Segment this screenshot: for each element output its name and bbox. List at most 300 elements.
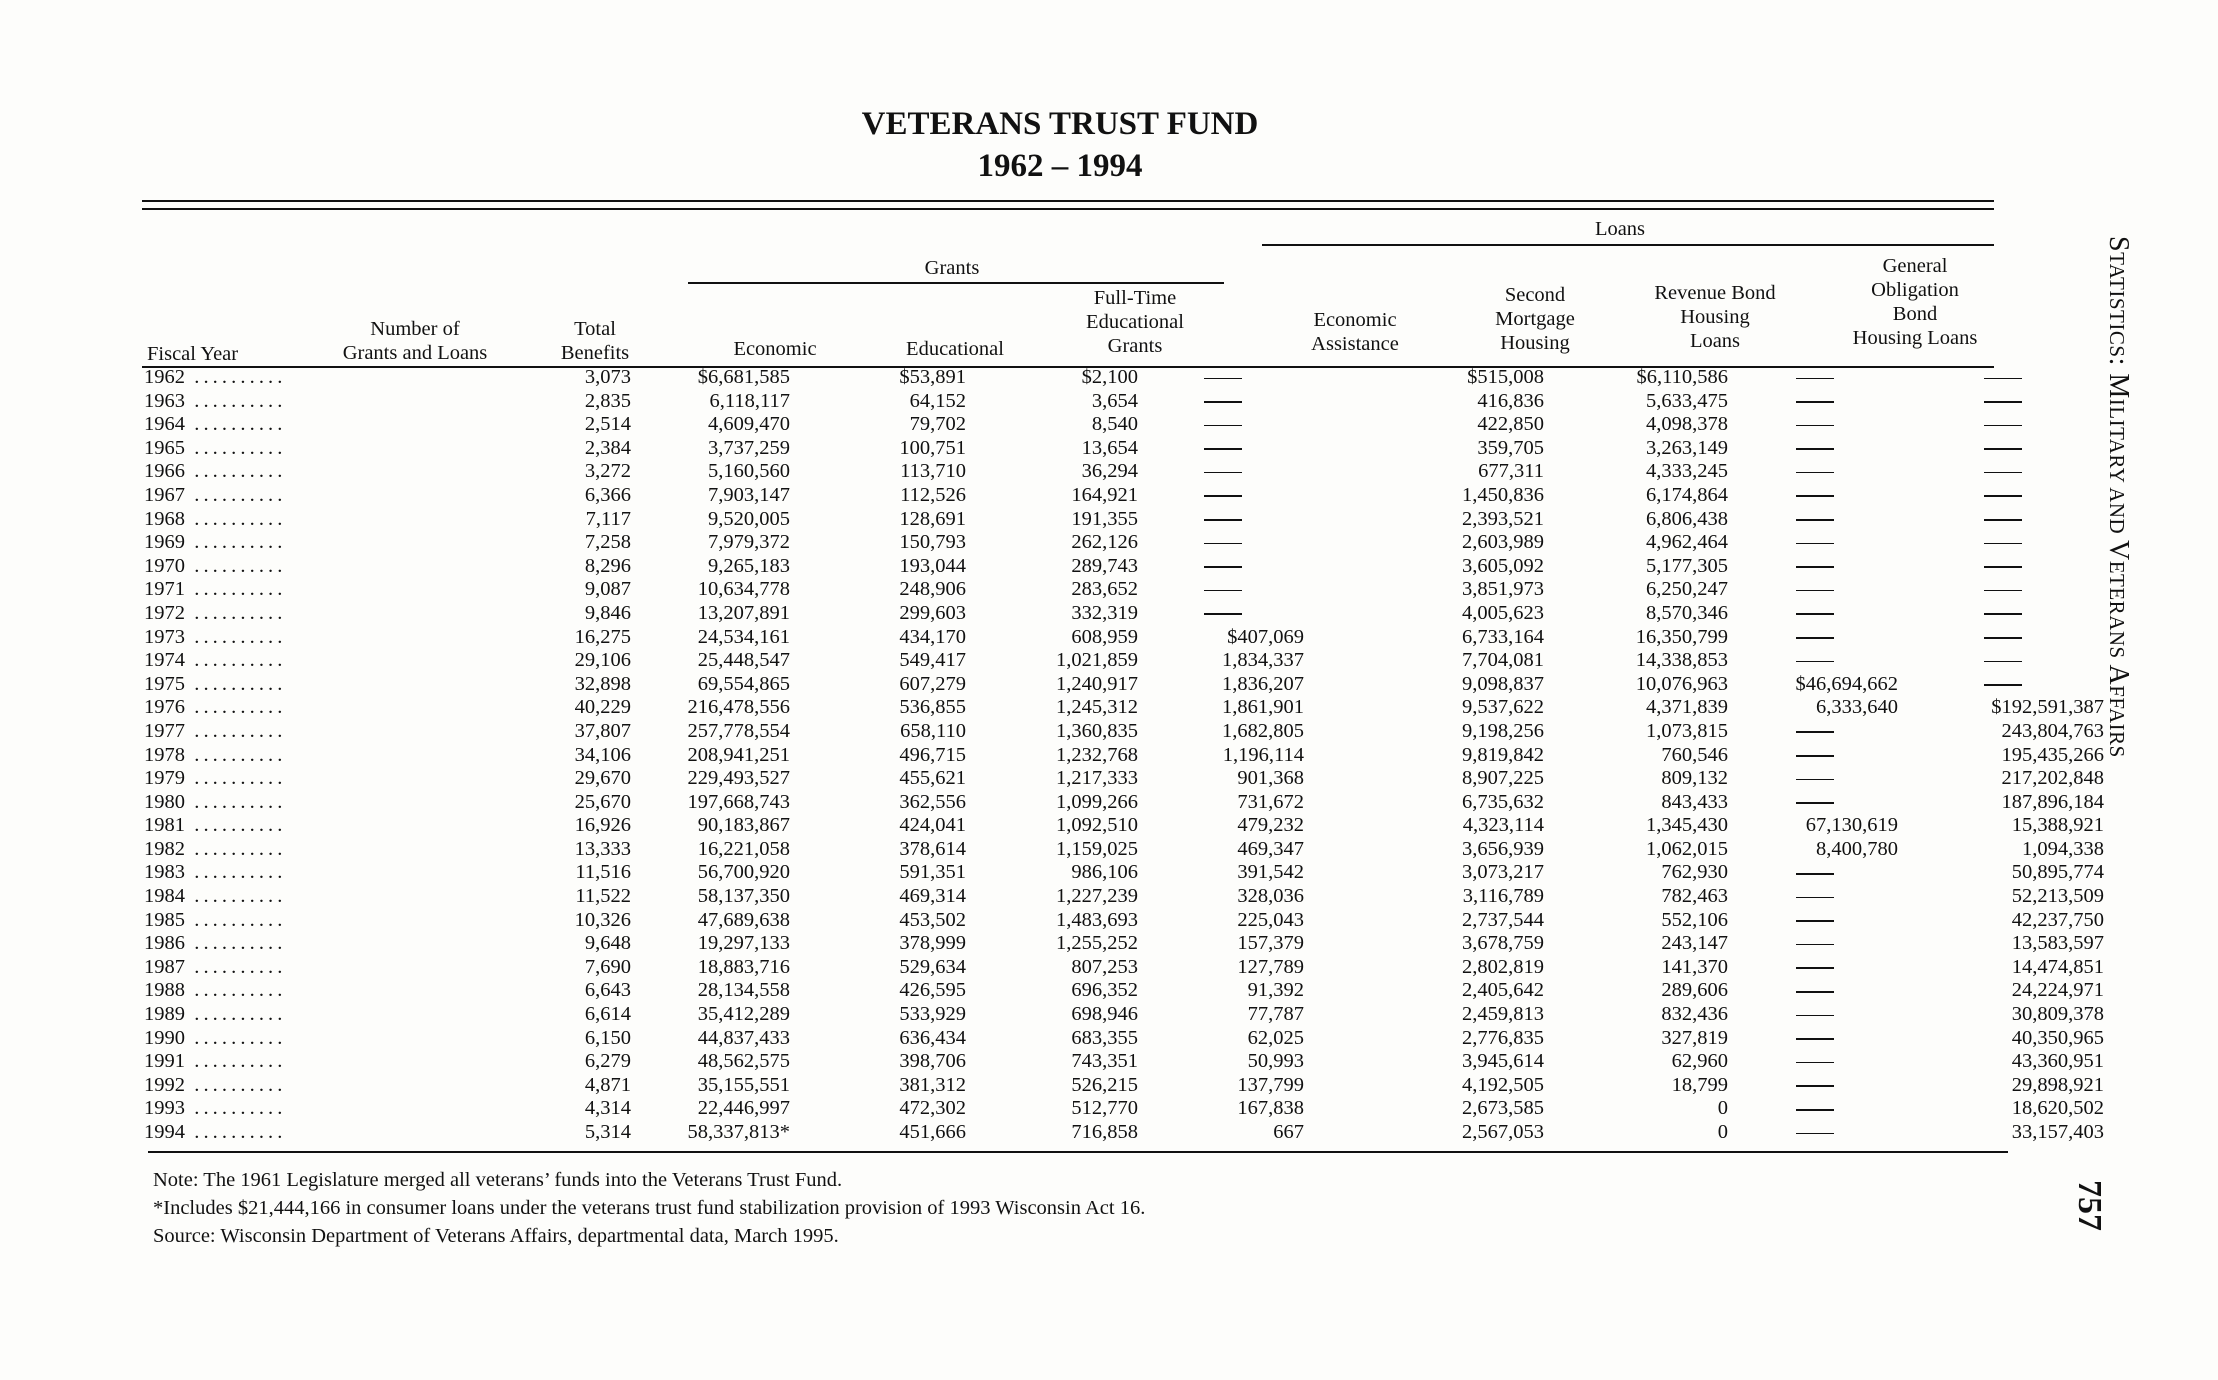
table-row: [144, 649, 2108, 673]
edu-cell: 1,092,510: [1056, 814, 1138, 837]
rbh-cell: [1732, 649, 1902, 673]
fte-cell: [1142, 366, 1316, 390]
table-row: [144, 437, 2108, 461]
rbh-cell: [1732, 602, 1902, 626]
smh-cell: 4,333,245: [1646, 460, 1728, 483]
econ-cell: 128,691: [899, 507, 966, 530]
dash-mark: [1204, 543, 1242, 545]
rbh-cell: [1732, 1050, 1902, 1074]
fiscal-year-cell: 1979 . . . . . . . . . .: [144, 767, 283, 790]
table-row: [144, 555, 2108, 579]
data-table: [144, 366, 2108, 1145]
gob-cell: 42,237,750: [2011, 908, 2104, 931]
header-fulltime-line1: Full-Time: [1093, 287, 1177, 309]
table-row: [144, 366, 2108, 390]
page-title: VETERANS TRUST FUND: [861, 106, 1259, 142]
edu-cell: 698,946: [1071, 1003, 1138, 1026]
num-cell: 8,296: [584, 554, 631, 577]
rbh-cell: 67,130,619: [1805, 814, 1898, 837]
rh-s3: : M: [2103, 357, 2134, 399]
econ-cell: 496,715: [899, 743, 966, 766]
dash-mark: [1796, 425, 1834, 427]
total-cell: 16,221,058: [697, 837, 790, 860]
fiscal-year: 1994: [144, 1121, 185, 1143]
table-row: [144, 1027, 2108, 1051]
header-fulltime: [1070, 286, 1200, 358]
fiscal-year-cell: 1992 . . . . . . . . . .: [144, 1073, 283, 1096]
gob-cell: 50,895,774: [2011, 861, 2104, 884]
fiscal-year: 1977: [144, 719, 185, 742]
ea-cell: 9,537,622: [1462, 696, 1544, 719]
num-cell: 11,522: [575, 885, 631, 908]
num-cell: 29,106: [574, 649, 631, 672]
header-econ-assist-line1: Economic: [1313, 309, 1397, 331]
fiscal-year-cell: 1968 . . . . . . . . . .: [144, 507, 283, 530]
ea-cell: 416,836: [1477, 389, 1544, 412]
econ-cell: 424,041: [899, 814, 966, 837]
total-cell: 4,609,470: [708, 413, 790, 436]
num-cell: 2,514: [584, 413, 631, 436]
gob-cell: [1902, 578, 2108, 602]
ea-cell: 2,802,819: [1462, 955, 1544, 978]
edu-cell: 1,021,859: [1056, 649, 1138, 672]
ea-cell: 1,450,836: [1462, 483, 1544, 506]
fiscal-year: 1984: [144, 885, 185, 908]
note-text: Note: The 1961 Legislature merged all veterans’ funds into the Veterans Trust Fund.: [153, 1169, 843, 1191]
table-row: [144, 814, 2108, 838]
total-cell: 56,700,920: [697, 861, 790, 884]
smh-cell: 141,370: [1661, 955, 1728, 978]
ea-cell: 6,733,164: [1462, 625, 1544, 648]
gob-cell: [1902, 626, 2108, 650]
loans-group-header: Loans: [1594, 218, 1646, 240]
fte-cell: 137,799: [1237, 1073, 1304, 1096]
header-smh-line2: Mortgage: [1495, 308, 1575, 330]
dash-mark: [1796, 566, 1834, 568]
table-row: [144, 508, 2108, 532]
gob-cell: 29,898,921: [2011, 1073, 2104, 1096]
num-cell: 9,846: [584, 601, 631, 624]
header-gob-line3: Bond: [1892, 303, 1938, 325]
table-row: [144, 791, 2108, 815]
rbh-cell: [1732, 1097, 1902, 1121]
header-total: [530, 317, 660, 365]
ea-cell: 2,567,053: [1462, 1121, 1544, 1143]
fte-cell: 1,834,337: [1222, 649, 1304, 672]
num-cell: 25,670: [574, 790, 631, 813]
edu-cell: 1,245,312: [1056, 696, 1138, 719]
dash-mark: [1796, 519, 1834, 521]
dash-mark: [1204, 425, 1242, 427]
table-row: [144, 673, 2108, 697]
header-fulltime-line2: Educational: [1086, 311, 1184, 333]
num-cell: 6,279: [584, 1050, 631, 1073]
rbh-cell: [1732, 437, 1902, 461]
edu-cell: $2,100: [1081, 366, 1138, 388]
smh-cell: 1,073,815: [1646, 719, 1728, 742]
total-cell: 5,160,560: [708, 460, 790, 483]
dash-mark: [1984, 401, 2022, 403]
total-cell: 22,446,997: [697, 1097, 790, 1120]
dash-mark: [1204, 495, 1242, 497]
ea-cell: 4,192,505: [1462, 1073, 1544, 1096]
gob-cell: [1902, 602, 2108, 626]
smh-cell: 0: [1717, 1121, 1728, 1143]
dash-mark: [1984, 472, 2022, 474]
econ-cell: 636,434: [899, 1026, 966, 1049]
gob-cell: [1902, 484, 2108, 508]
header-number-line1: Number of: [370, 318, 460, 340]
dash-mark: [1796, 920, 1834, 922]
dash-mark: [1204, 378, 1242, 380]
edu-cell: 1,232,768: [1056, 743, 1138, 766]
total-cell: 257,778,554: [687, 719, 790, 742]
smh-cell: 14,338,853: [1635, 649, 1728, 672]
rbh-cell: [1732, 791, 1902, 815]
rbh-cell: [1732, 861, 1902, 885]
econ-cell: 453,502: [899, 908, 966, 931]
gob-cell: [1902, 555, 2108, 579]
table-row: [144, 531, 2108, 555]
dash-mark: [1796, 731, 1834, 733]
grants-group-header: Grants: [924, 257, 980, 279]
header-educational: Educational: [906, 338, 1004, 360]
total-cell: 7,979,372: [708, 531, 790, 554]
dash-mark: [1796, 897, 1834, 899]
fiscal-year: 1967: [144, 483, 185, 506]
table-row: [144, 861, 2108, 885]
econ-cell: 378,614: [899, 837, 966, 860]
dash-mark: [1796, 944, 1834, 946]
gob-cell: [1902, 413, 2108, 437]
gob-cell: 33,157,403: [2011, 1121, 2104, 1143]
rbh-cell: [1732, 366, 1902, 390]
fiscal-year-cell: 1975 . . . . . . . . . .: [144, 672, 283, 695]
rh-s5: V: [2103, 539, 2134, 561]
dash-mark: [1796, 1015, 1834, 1017]
fiscal-year: 1990: [144, 1026, 185, 1049]
num-cell: 6,643: [584, 979, 631, 1002]
edu-cell: 1,217,333: [1056, 767, 1138, 790]
gob-cell: [1902, 673, 2108, 697]
fiscal-year: 1989: [144, 1003, 185, 1026]
fiscal-year-cell: 1991 . . . . . . . . . .: [144, 1050, 283, 1073]
fiscal-year: 1985: [144, 908, 185, 931]
gob-cell: 40,350,965: [2011, 1026, 2104, 1049]
smh-cell: 832,436: [1661, 1003, 1728, 1026]
gob-cell: [1902, 366, 2108, 390]
smh-cell: 5,633,475: [1646, 389, 1728, 412]
header-rbh-line2: Housing: [1680, 306, 1750, 328]
dash-mark: [1984, 661, 2022, 663]
ea-cell: 3,678,759: [1462, 932, 1544, 955]
dash-mark: [1796, 378, 1834, 380]
smh-cell: 243,147: [1661, 932, 1728, 955]
edu-cell: 608,959: [1071, 625, 1138, 648]
fte-cell: 1,682,805: [1222, 719, 1304, 742]
fiscal-year-cell: 1985 . . . . . . . . . .: [144, 908, 283, 931]
fiscal-year: 1987: [144, 955, 185, 978]
econ-cell: 64,152: [909, 389, 966, 412]
dash-mark: [1984, 519, 2022, 521]
table-row: [144, 932, 2108, 956]
total-cell: 18,883,716: [697, 955, 790, 978]
num-cell: 10,326: [574, 908, 631, 931]
fiscal-year-cell: 1973 . . . . . . . . . .: [144, 625, 283, 648]
edu-cell: 1,227,239: [1056, 885, 1138, 908]
econ-cell: 248,906: [899, 578, 966, 601]
ea-cell: 2,673,585: [1462, 1097, 1544, 1120]
econ-cell: 533,929: [899, 1003, 966, 1026]
fiscal-year-cell: 1990 . . . . . . . . . .: [144, 1026, 283, 1049]
smh-cell: 3,263,149: [1646, 436, 1728, 459]
ea-cell: 2,405,642: [1462, 979, 1544, 1002]
gob-cell: [1902, 649, 2108, 673]
rbh-cell: [1732, 390, 1902, 414]
table-row: [144, 390, 2108, 414]
ea-cell: 7,704,081: [1462, 649, 1544, 672]
econ-cell: 378,999: [899, 932, 966, 955]
econ-cell: 455,621: [899, 767, 966, 790]
rbh-cell: [1732, 555, 1902, 579]
smh-cell: 4,371,839: [1646, 696, 1728, 719]
smh-cell: 4,098,378: [1646, 413, 1728, 436]
total-cell: 69,554,865: [697, 672, 790, 695]
gob-cell: 195,435,266: [2001, 743, 2104, 766]
header-gob-line1: General: [1882, 255, 1948, 277]
fiscal-year-cell: 1986 . . . . . . . . . .: [144, 932, 283, 955]
rbh-cell: [1732, 744, 1902, 768]
total-cell: 19,297,133: [697, 932, 790, 955]
fte-cell: 91,392: [1247, 979, 1304, 1002]
rbh-cell: [1732, 1074, 1902, 1098]
table-row: [144, 1003, 2108, 1027]
total-cell: 197,668,743: [687, 790, 790, 813]
dash-mark: [1796, 543, 1834, 545]
rbh-cell: $46,694,662: [1795, 672, 1898, 695]
dash-mark: [1984, 378, 2022, 380]
dash-mark: [1984, 566, 2022, 568]
fte-cell: 1,836,207: [1222, 672, 1304, 695]
fte-cell: [1142, 413, 1316, 437]
fiscal-year-cell: 1988 . . . . . . . . . .: [144, 979, 283, 1002]
total-cell: 3,737,259: [708, 436, 790, 459]
ea-cell: 9,098,837: [1462, 672, 1544, 695]
table-row: [144, 885, 2108, 909]
fte-cell: 127,789: [1237, 955, 1304, 978]
econ-cell: 299,603: [899, 601, 966, 624]
dash-mark: [1984, 495, 2022, 497]
smh-cell: 6,806,438: [1646, 507, 1728, 530]
total-cell: 9,265,183: [708, 554, 790, 577]
table-row: [144, 696, 2108, 720]
table-row: [144, 484, 2108, 508]
table-row: [144, 744, 2108, 768]
econ-cell: 193,044: [899, 554, 966, 577]
fte-cell: [1142, 460, 1316, 484]
table-row: [144, 602, 2108, 626]
rbh-cell: 8,400,780: [1816, 837, 1898, 860]
num-cell: 16,275: [574, 625, 631, 648]
ea-cell: 8,907,225: [1462, 767, 1544, 790]
smh-cell: $6,110,586: [1636, 366, 1728, 388]
edu-cell: 1,240,917: [1056, 672, 1138, 695]
num-cell: 34,106: [574, 743, 631, 766]
fiscal-year-cell: 1982 . . . . . . . . . .: [144, 837, 283, 860]
ea-cell: 2,737,544: [1462, 908, 1544, 931]
smh-cell: 762,930: [1661, 861, 1728, 884]
rh-s7: A: [2103, 664, 2134, 686]
smh-cell: 5,177,305: [1646, 554, 1728, 577]
table-row: [144, 1074, 2108, 1098]
rbh-cell: 6,333,640: [1816, 696, 1898, 719]
fte-cell: [1142, 531, 1316, 555]
fiscal-year-cell: 1981 . . . . . . . . . .: [144, 814, 283, 837]
dash-mark: [1984, 590, 2022, 592]
total-cell: $6,681,585: [697, 366, 790, 388]
smh-cell: 843,433: [1661, 790, 1728, 813]
fiscal-year: 1973: [144, 625, 185, 648]
total-cell: 47,689,638: [697, 908, 790, 931]
fte-cell: 167,838: [1237, 1097, 1304, 1120]
econ-cell: 398,706: [899, 1050, 966, 1073]
gob-cell: 24,224,971: [2011, 979, 2104, 1002]
fte-cell: [1142, 390, 1316, 414]
rh-s6: ETERANS: [2105, 560, 2129, 665]
fte-cell: 157,379: [1237, 932, 1304, 955]
dash-mark: [1796, 1085, 1834, 1087]
top-rule-2: [142, 208, 1994, 210]
num-cell: 32,898: [574, 672, 631, 695]
smh-cell: 1,345,430: [1646, 814, 1728, 837]
ea-cell: 2,459,813: [1462, 1003, 1544, 1026]
edu-cell: 289,743: [1071, 554, 1138, 577]
num-cell: 7,690: [584, 955, 631, 978]
fiscal-year: 1980: [144, 790, 185, 813]
rh-s8: FFAIRS: [2105, 685, 2129, 758]
fiscal-year: 1964: [144, 413, 185, 436]
dash-mark: [1796, 779, 1834, 781]
page-number: 757: [2071, 1180, 2108, 1231]
gob-cell: 187,896,184: [2001, 790, 2104, 813]
fiscal-year-cell: 1993 . . . . . . . . . .: [144, 1097, 283, 1120]
gob-cell: $192,591,387: [1991, 696, 2104, 719]
econ-cell: 79,702: [909, 413, 966, 436]
total-cell: 48,562,575: [697, 1050, 790, 1073]
dash-mark: [1984, 613, 2022, 615]
table-row: [144, 1121, 2108, 1145]
header-smh-line3: Housing: [1500, 332, 1570, 354]
rbh-cell: [1732, 1027, 1902, 1051]
fiscal-year-cell: 1966 . . . . . . . . . .: [144, 460, 283, 483]
num-cell: 4,871: [584, 1073, 631, 1096]
econ-cell: $53,891: [899, 366, 966, 388]
smh-cell: 4,962,464: [1646, 531, 1728, 554]
fiscal-year: 1963: [144, 389, 185, 412]
smh-cell: 782,463: [1661, 885, 1728, 908]
dash-mark: [1204, 566, 1242, 568]
num-cell: 3,073: [584, 366, 631, 388]
fte-cell: 62,025: [1247, 1026, 1304, 1049]
rbh-cell: [1732, 413, 1902, 437]
smh-cell: 10,076,963: [1635, 672, 1728, 695]
fiscal-year: 1992: [144, 1073, 185, 1096]
econ-cell: 100,751: [899, 436, 966, 459]
total-cell: 10,634,778: [697, 578, 790, 601]
fiscal-year: 1988: [144, 979, 185, 1002]
fte-cell: 469,347: [1237, 837, 1304, 860]
fiscal-year-cell: 1965 . . . . . . . . . .: [144, 436, 283, 459]
gob-cell: [1902, 390, 2108, 414]
fiscal-year-cell: 1977 . . . . . . . . . .: [144, 719, 283, 742]
fiscal-year: 1982: [144, 837, 185, 860]
num-cell: 6,150: [584, 1026, 631, 1049]
edu-cell: 191,355: [1071, 507, 1138, 530]
table-row: [144, 1097, 2108, 1121]
dash-mark: [1796, 472, 1834, 474]
fiscal-year: 1974: [144, 649, 185, 672]
dash-mark: [1204, 448, 1242, 450]
econ-cell: 451,666: [899, 1121, 966, 1143]
smh-cell: 0: [1717, 1097, 1728, 1120]
fte-cell: $407,069: [1227, 625, 1304, 648]
total-cell: 229,493,527: [687, 767, 790, 790]
table-row: [144, 413, 2108, 437]
gob-cell: 243,804,763: [2001, 719, 2104, 742]
gob-cell: 30,809,378: [2011, 1003, 2104, 1026]
econ-cell: 549,417: [899, 649, 966, 672]
rbh-cell: [1732, 720, 1902, 744]
edu-cell: 1,255,252: [1056, 932, 1138, 955]
gob-cell: [1902, 460, 2108, 484]
table-row: [144, 956, 2108, 980]
rbh-cell: [1732, 767, 1902, 791]
dash-mark: [1796, 802, 1834, 804]
dash-mark: [1796, 873, 1834, 875]
gob-cell: 18,620,502: [2011, 1097, 2104, 1120]
total-cell: 7,903,147: [708, 483, 790, 506]
header-gob-line2: Obligation: [1871, 279, 1959, 301]
rbh-cell: [1732, 626, 1902, 650]
edu-cell: 1,483,693: [1056, 908, 1138, 931]
fiscal-year: 1979: [144, 767, 185, 790]
dash-mark: [1984, 637, 2022, 639]
fiscal-year-cell: 1963 . . . . . . . . . .: [144, 389, 283, 412]
edu-cell: 8,540: [1091, 413, 1138, 436]
smh-cell: 18,799: [1671, 1073, 1728, 1096]
total-cell: 6,118,117: [709, 389, 790, 412]
table-row: [144, 720, 2108, 744]
edu-cell: 1,099,266: [1056, 790, 1138, 813]
header-smh-line1: Second: [1504, 284, 1566, 306]
total-cell: 58,337,813*: [687, 1121, 790, 1143]
dash-mark: [1984, 448, 2022, 450]
header-fiscal-year: Fiscal Year: [147, 343, 239, 365]
header-total-line2: Benefits: [560, 342, 630, 364]
total-cell: 24,534,161: [697, 625, 790, 648]
dash-mark: [1796, 613, 1834, 615]
fiscal-year: 1971: [144, 578, 185, 601]
rbh-cell: [1732, 885, 1902, 909]
ea-cell: 9,198,256: [1462, 719, 1544, 742]
dash-mark: [1796, 495, 1834, 497]
fte-cell: 77,787: [1247, 1003, 1304, 1026]
num-cell: 6,614: [584, 1003, 631, 1026]
gob-cell: [1902, 508, 2108, 532]
smh-cell: 809,132: [1661, 767, 1728, 790]
rh-s1: S: [2103, 236, 2134, 253]
edu-cell: 743,351: [1071, 1050, 1138, 1073]
